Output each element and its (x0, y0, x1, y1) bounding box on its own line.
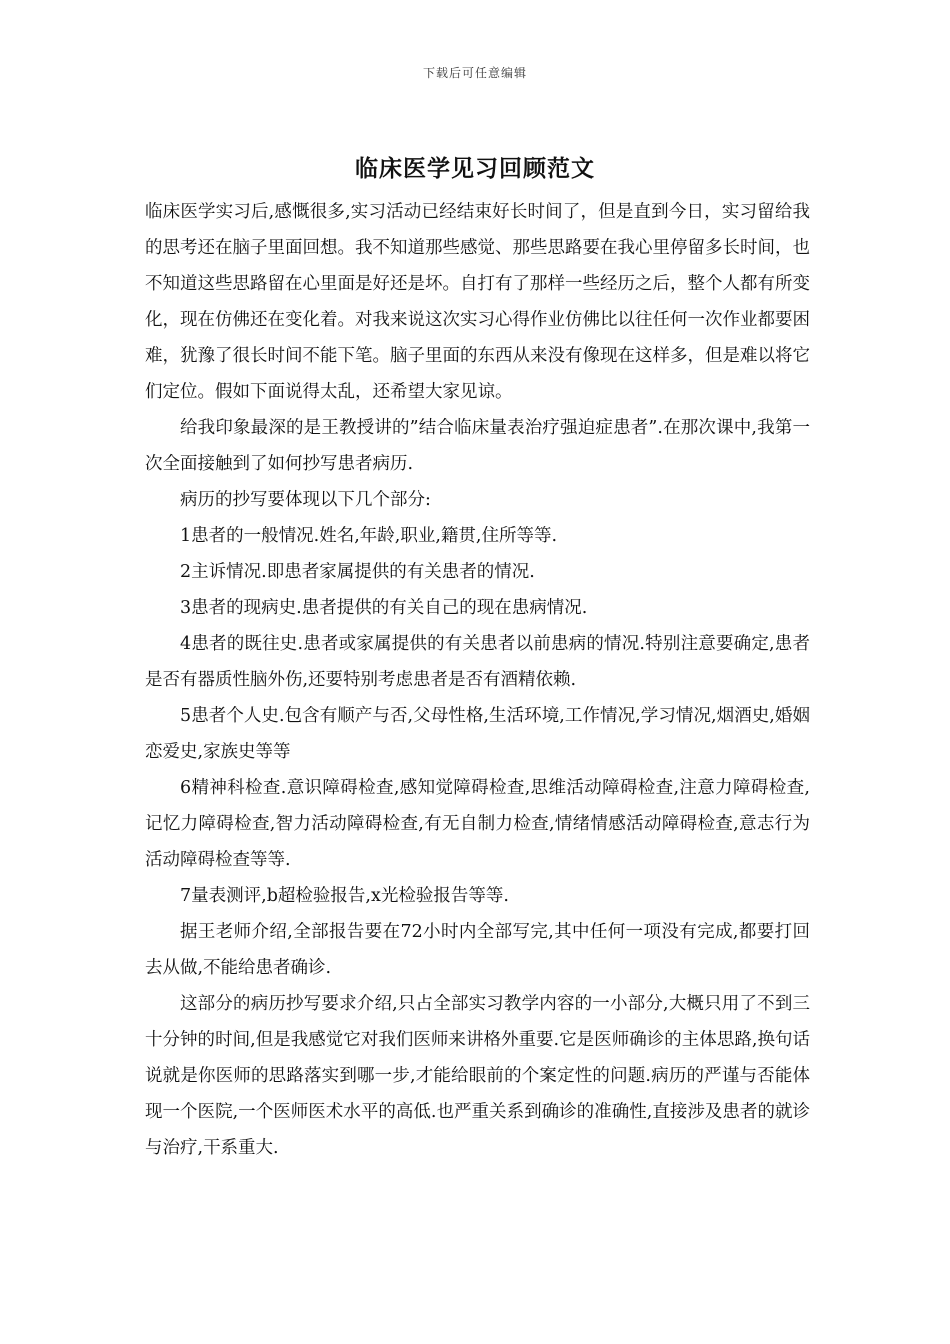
list-item: 6精神科检查.意识障碍检查,感知觉障碍检查,思维活动障碍检查,注意力障碍检查,记忆力障碍检查,智力活动障碍检查,有无自制力检查,情绪情感活动障碍检查,意志行为活动障碍检查等等. (145, 778, 810, 870)
header-note: 下载后可任意编辑 (422, 66, 527, 80)
document-title: 临床医学见习回顾范文 (355, 155, 595, 182)
list-item: 4患者的既往史.患者或家属提供的有关患者以前患病的情况.特别注意要确定,患者是否有器质性脑外伤,还要特别考虑患者是否有酒精依赖. (145, 634, 810, 690)
paragraph: 这部分的病历抄写要求介绍,只占全部实习教学内容的一小部分,大概只用了不到三十分钟的时间,但是我感觉它对我们医师来讲格外重要.它是医师确诊的主体思路,换句话说就是你医师的思路落实到哪一步,才能给眼前的个案定性的问题.病历的严谨与否能体现一个医院,一个医师医术水平的高低.也严重关系到确诊的准确性,直接涉及患者的就诊与治疗,干系重大. (145, 994, 810, 1158)
list-item: 5患者个人史.包含有顺产与否,父母性格,生活环境,工作情况,学习情况,烟酒史,婚姻恋爱史,家族史等等 (145, 706, 810, 762)
paragraph: 据王老师介绍,全部报告要在72小时内全部写完,其中任何一项没有完成,都要打回去从做,不能给患者确诊. (145, 922, 810, 978)
list-item: 3患者的现病史.患者提供的有关自己的现在患病情况. (180, 598, 588, 618)
paragraph: 临床医学实习后,感慨很多,实习活动已经结束好长时间了，但是直到今日，实习留给我的思考还在脑子里面回想。我不知道那些感觉、那些思路要在我心里停留多长时间，也不知道这些思路留在心里面是好还是坏。自打有了那样一些经历之后，整个人都有所变化，现在仿佛还在变化着。对我来说这次实习心得作业仿佛比以往任何一次作业都要困难，犹豫了很长时间不能下笔。脑子里面的东西从来没有像现在这样多，但是难以将它们定位。假如下面说得太乱，还希望大家见谅。 (145, 202, 810, 402)
list-item: 7量表测评,b超检验报告,x光检验报告等等. (180, 886, 509, 906)
list-item: 1患者的一般情况.姓名,年龄,职业,籍贯,住所等等. (180, 526, 558, 546)
document-body (145, 194, 810, 1166)
paragraph: 给我印象最深的是王教授讲的”结合临床量表治疗强迫症患者”.在那次课中,我第一次全面接触到了如何抄写患者病历. (145, 418, 810, 474)
paragraph: 病历的抄写要体现以下几个部分: (180, 490, 431, 510)
list-item: 2主诉情况.即患者家属提供的有关患者的情况. (180, 562, 535, 582)
